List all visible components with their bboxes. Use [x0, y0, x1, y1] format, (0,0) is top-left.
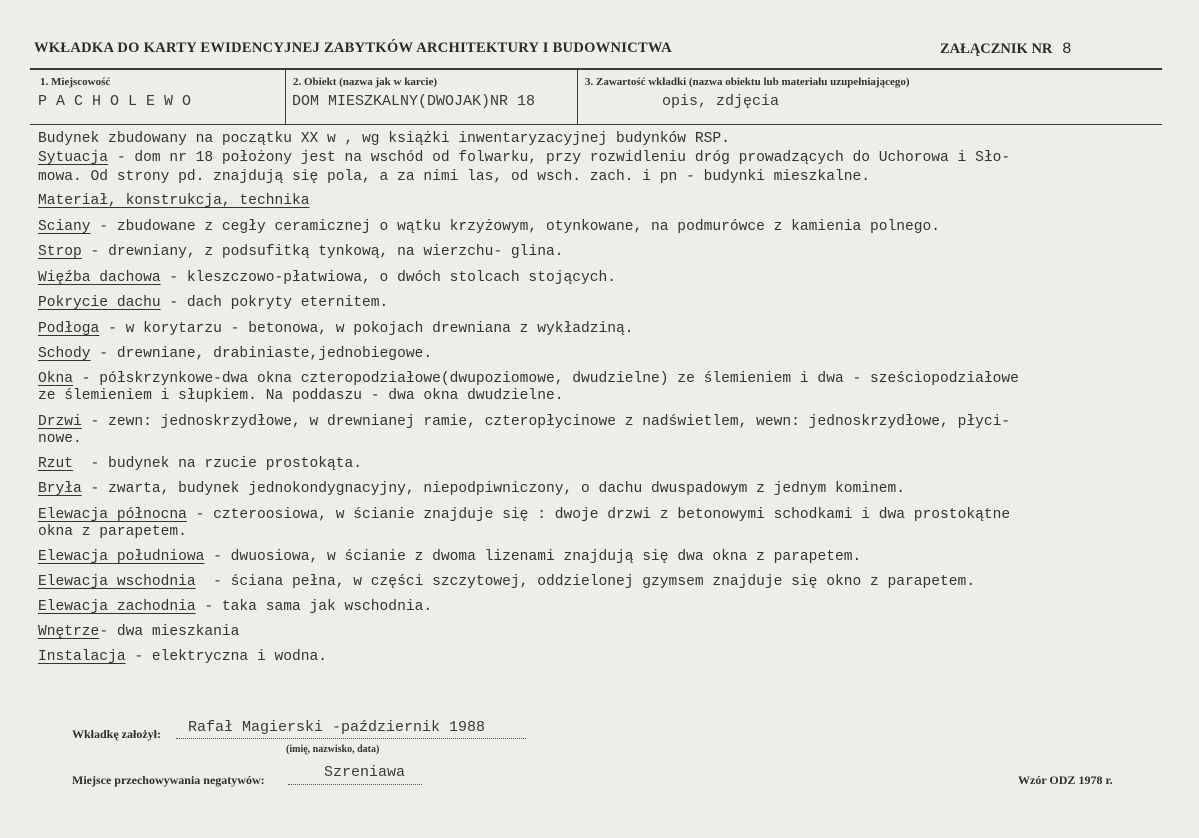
entry-heading: Strop: [38, 244, 82, 260]
negatives-label: Miejsce przechowywania negatywów:: [72, 773, 265, 787]
entry-line: Budynek zbudowany na początku XX w , wg książki inwentaryzacyjnej budynków RSP.: [38, 131, 730, 147]
locality-label: 1. Miejscowość: [40, 76, 111, 88]
entry-heading: Pokrycie dachu: [38, 295, 161, 311]
entry-heading: Podłoga: [38, 321, 100, 337]
entry-heading: Elewacja wschodnia: [38, 574, 196, 590]
object-label: 2. Obiekt (nazwa jak w karcie): [293, 76, 438, 88]
entry-heading: Elewacja południowa: [38, 549, 205, 565]
annex-label-group: [940, 40, 1072, 58]
entry-line: Elewacja południowa - dwuosiowa, w ścianie z dwoma lizenami znajdują się dwa okna z parapetem.: [38, 549, 862, 565]
header-bottom-rule: [30, 124, 1162, 125]
entry-heading: Więźba dachowa: [38, 270, 161, 286]
entry-heading: Instalacja: [38, 649, 126, 665]
entry-heading: Elewacja zachodnia: [38, 599, 196, 615]
annex-number: 8: [1062, 40, 1072, 58]
entry-line: Schody - drewniane, drabiniaste,jednobiegowe.: [38, 346, 433, 362]
object-value: DOM MIESZKALNY(DWOJAK)NR 18: [292, 93, 536, 110]
entry-line: Pokrycie dachu - dach pokryty eternitem.: [38, 295, 389, 311]
entry-heading: Sytuacja: [38, 150, 109, 166]
locality-value: PACHOLEWO: [38, 93, 201, 110]
entry-heading: Sciany: [38, 219, 91, 235]
entry-line: ze ślemieniem i słupkiem. Na poddaszu - dwa okna dwudzielne.: [38, 388, 564, 404]
column-divider-1: [285, 70, 286, 124]
entry-line: Drzwi - zewn: jednoskrzydłowe, w drewnianej ramie, czteropłycinowe z nadświetlem, wewn: jednoskrzydłowe, płyci-: [38, 414, 1011, 430]
entry-line: Bryła - zwarta, budynek jednokondygnacyjny, niepodpiwniczony, o dachu dwuspadowym z jednym kominem.: [38, 481, 906, 497]
entry-line: Rzut - budynek na rzucie prostokąta.: [38, 456, 363, 472]
annex-label: ZAŁĄCZNIK NR: [940, 41, 1053, 57]
founder-hint: (imię, nazwisko, data): [286, 744, 380, 755]
founder-label: Wkładkę założył:: [72, 727, 161, 741]
entry-line: Więźba dachowa - kleszczowo-płatwiowa, o dwóch stolcach stojących.: [38, 270, 617, 286]
entry-heading: Materiał, konstrukcja, technika: [38, 193, 310, 209]
entry-line: nowe.: [38, 431, 82, 447]
column-divider-2: [577, 70, 578, 124]
entry-line: Sciany - zbudowane z cegły ceramicznej o wątku krzyżowym, otynkowane, na podmurówce z kamienia polnego.: [38, 219, 941, 235]
entry-line: Instalacja - elektryczna i wodna.: [38, 649, 328, 665]
entry-line: Wnętrze- dwa mieszkania: [38, 624, 240, 640]
negatives-dotted-line: [288, 784, 422, 785]
negatives-value: Szreniawa: [324, 764, 406, 781]
form-code: Wzór ODZ 1978 r.: [1018, 773, 1113, 787]
entry-heading: Bryła: [38, 481, 82, 497]
entry-heading: Drzwi: [38, 414, 82, 430]
top-rule: [30, 68, 1162, 70]
entry-line: Elewacja zachodnia - taka sama jak wschodnia.: [38, 599, 433, 615]
entry-heading: Okna: [38, 371, 74, 387]
entry-line: Podłoga - w korytarzu - betonowa, w pokojach drewniana z wykładziną.: [38, 321, 634, 337]
entry-heading: Wnętrze: [38, 624, 100, 640]
entry-heading: Schody: [38, 346, 91, 362]
entry-line: Elewacja wschodnia - ściana pełna, w części szczytowej, oddzielonej gzymsem znajduje się okno z parapetem.: [38, 574, 976, 590]
founder-value: Rafał Magierski -październik 1988: [188, 719, 486, 736]
entry-heading: Rzut: [38, 456, 74, 472]
entry-line: Okna - półskrzynkowe-dwa okna czteropodziałowe(dwupoziomowe, dwudzielne) ze ślemieniem i dwa - sześciopodziałowe: [38, 371, 1019, 387]
entry-line: mowa. Od strony pd. znajdują się pola, a za nimi las, od wsch. zach. i pn - budynki mieszkalne.: [38, 169, 870, 185]
content-label: 3. Zawartość wkładki (nazwa obiektu lub materiału uzupełniającego): [585, 76, 910, 88]
entry-line: Strop - drewniany, z podsufitką tynkową, na wierzchu- glina.: [38, 244, 564, 260]
entry-line: Elewacja północna - czteroosiowa, w ścianie znajduje się : dwoje drzwi z betonowymi schodkami i dwa prostokątne: [38, 507, 1011, 523]
entry-heading: Elewacja północna: [38, 507, 187, 523]
card-title: WKŁADKA DO KARTY EWIDENCYJNEJ ZABYTKÓW ARCHITEKTURY I BUDOWNICTWA: [34, 40, 672, 56]
entry-line: okna z parapetem.: [38, 524, 187, 540]
founder-dotted-line: [176, 738, 526, 739]
entry-line: Sytuacja - dom nr 18 położony jest na wschód od folwarku, przy rozwidleniu dróg prowadzących do Uchorowa i Sło-: [38, 150, 1011, 166]
entry-line: [38, 193, 310, 210]
content-value: opis, zdjęcia: [662, 93, 780, 110]
